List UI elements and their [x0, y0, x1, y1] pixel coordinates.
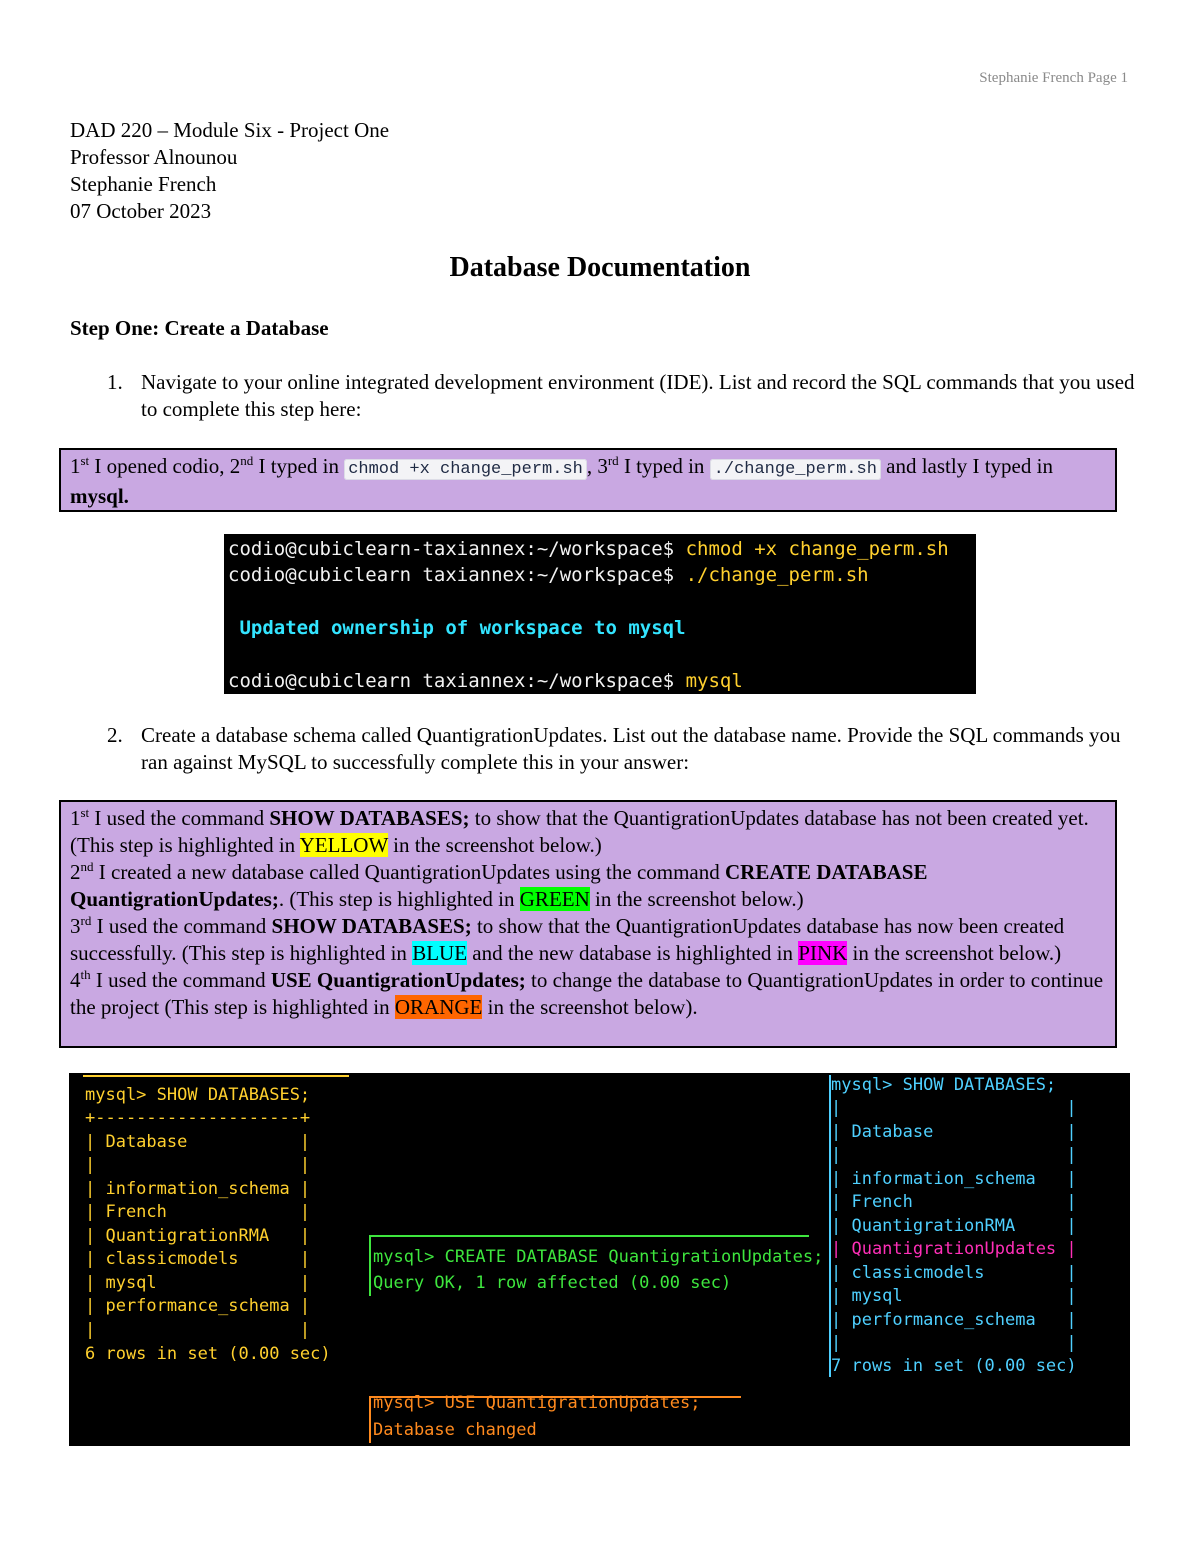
- terminal-line: [228, 564, 869, 586]
- list-item-text: Navigate to your online integrated development environment (IDE). List and record the SQL commands that you used to complete this step here:: [141, 370, 1135, 421]
- answer-text: I used the command: [91, 914, 272, 938]
- ordinal-suffix: st: [80, 453, 90, 468]
- course-line: DAD 220 – Module Six - Project One: [70, 118, 390, 142]
- answer-text: in the screenshot below.): [387, 833, 602, 857]
- list-item-2: [107, 722, 1137, 776]
- terminal-line-new-database: | QuantigrationUpdates |: [831, 1239, 1077, 1259]
- highlight-yellow: YELLOW: [299, 833, 388, 857]
- answer-text: in the screenshot below.): [847, 941, 1062, 965]
- author-line: Stephanie French: [70, 172, 217, 196]
- terminal-line: | performance_schema |: [85, 1296, 311, 1316]
- page-header: Stephanie French Page 1: [979, 70, 1128, 86]
- answer-text: I typed in: [253, 454, 345, 478]
- answer-text: in the screenshot below.): [589, 887, 804, 911]
- terminal-line: 7 rows in set (0.00 sec): [831, 1356, 1077, 1376]
- terminal-line: mysql> SHOW DATABASES;: [831, 1075, 1057, 1095]
- answer-text: I used the command: [89, 806, 270, 830]
- terminal-line: mysql> USE QuantigrationUpdates;: [373, 1393, 701, 1413]
- ordinal: 1: [70, 806, 81, 830]
- terminal-line: | |: [831, 1333, 1077, 1353]
- answer-text: to show that the QuantigrationUpdates database has now been created successfully. (This step is highlighted in: [70, 914, 1065, 965]
- ordinal: 2: [70, 860, 81, 884]
- terminal-line: | French |: [85, 1202, 311, 1222]
- terminal-line: | mysql |: [831, 1286, 1077, 1306]
- answer-box-2: [59, 800, 1117, 1048]
- highlight-pink: PINK: [798, 941, 848, 965]
- list-item-number: 1.: [107, 370, 123, 394]
- terminal-line: | French |: [831, 1192, 1077, 1212]
- terminal-line: | information_schema |: [85, 1179, 311, 1199]
- answer-text: in the screenshot below).: [482, 995, 698, 1019]
- inline-code: chmod +x change_perm.sh: [344, 459, 587, 480]
- list-item-number: 2.: [107, 723, 123, 747]
- terminal-screenshot-1: [224, 534, 976, 694]
- answer-box-1: [59, 448, 1117, 512]
- step-one-heading: Step One: Create a Database: [70, 316, 329, 340]
- terminal-line: | mysql |: [85, 1273, 311, 1293]
- terminal-command: mysql: [685, 670, 743, 692]
- terminal-line: | classicmodels |: [85, 1249, 311, 1269]
- ordinal-suffix: rd: [80, 913, 92, 928]
- ordinal-suffix: th: [80, 967, 91, 982]
- terminal-output: Updated ownership of workspace to mysql: [228, 617, 686, 639]
- professor-line: Professor Alnounou: [70, 145, 238, 169]
- ordinal-suffix: rd: [607, 453, 619, 468]
- yellow-rule: [83, 1075, 349, 1077]
- terminal-line: | classicmodels |: [831, 1263, 1077, 1283]
- green-edge: [369, 1236, 371, 1296]
- terminal-prompt: codio@cubiclearn-taxiannex:~/workspace$: [228, 538, 686, 560]
- terminal-line: | QuantigrationRMA |: [85, 1226, 311, 1246]
- terminal-line: +--------------------+: [85, 1108, 311, 1128]
- ordinal-suffix: st: [80, 805, 90, 820]
- document-title: Database Documentation: [449, 252, 751, 283]
- bold-command: SHOW DATABASES;: [271, 914, 472, 938]
- ordinal: 4: [70, 968, 81, 992]
- highlight-orange: ORANGE: [394, 995, 483, 1019]
- terminal-line: mysql> SHOW DATABASES;: [85, 1085, 311, 1105]
- highlight-blue: BLUE: [412, 941, 468, 965]
- terminal-line: mysql> CREATE DATABASE QuantigrationUpdates;: [373, 1247, 824, 1267]
- answer-text: I created a new database called QuantigrationUpdates using the command: [93, 860, 726, 884]
- terminal-prompt: codio@cubiclearn taxiannex:~/workspace$: [228, 670, 686, 692]
- answer-text: and the new database is highlighted in: [467, 941, 799, 965]
- terminal-line: [228, 538, 949, 560]
- answer-text: I typed in: [618, 454, 710, 478]
- terminal-line: | performance_schema |: [831, 1310, 1077, 1330]
- terminal-line: | |: [85, 1155, 311, 1175]
- bold-command: CREATE DATABASE QuantigrationUpdates;: [70, 860, 928, 911]
- bold-command: USE QuantigrationUpdates;: [270, 968, 526, 992]
- terminal-line: | QuantigrationRMA |: [831, 1216, 1077, 1236]
- terminal-line: | |: [831, 1145, 1077, 1165]
- answer-text: , 3: [586, 454, 608, 478]
- highlight-green: GREEN: [519, 887, 590, 911]
- terminal-line: | |: [831, 1098, 1077, 1118]
- terminal-prompt: codio@cubiclearn taxiannex:~/workspace$: [228, 564, 686, 586]
- terminal-line: | Database |: [831, 1122, 1077, 1142]
- list-item-text: Create a database schema called QuantigrationUpdates. List out the database name. Provide the SQL commands you ran against MySQL to successfully complete this in your answer:: [141, 723, 1121, 774]
- ordinal-suffix: nd: [240, 453, 254, 468]
- terminal-command: chmod +x change_perm.sh: [685, 538, 949, 560]
- ordinal: 3: [70, 914, 81, 938]
- ordinal-suffix: nd: [80, 859, 94, 874]
- orange-edge: [369, 1397, 371, 1443]
- answer-text: to show that the QuantigrationUpdates database has not been created yet. (This step is highlighted in: [70, 806, 1089, 857]
- answer-text: I opened codio, 2: [89, 454, 241, 478]
- terminal-line: 6 rows in set (0.00 sec): [85, 1344, 331, 1364]
- bold-command: mysql.: [70, 484, 129, 508]
- green-rule: [369, 1235, 809, 1237]
- bold-command: SHOW DATABASES;: [269, 806, 470, 830]
- terminal-line: Database changed: [373, 1420, 537, 1440]
- document-meta: [70, 117, 389, 225]
- answer-text: and lastly I typed in: [880, 454, 1053, 478]
- terminal-line: Query OK, 1 row affected (0.00 sec): [373, 1273, 732, 1293]
- date-line: 07 October 2023: [70, 199, 212, 223]
- terminal-command: ./change_perm.sh: [685, 564, 869, 586]
- terminal-screenshot-2: [69, 1073, 1130, 1446]
- inline-code: ./change_perm.sh: [710, 459, 881, 480]
- terminal-line: | |: [85, 1320, 311, 1340]
- list-item-1: [107, 369, 1137, 423]
- terminal-line: | information_schema |: [831, 1169, 1077, 1189]
- answer-text: I used the command: [90, 968, 271, 992]
- terminal-line: | Database |: [85, 1132, 311, 1152]
- ordinal: 1: [70, 454, 81, 478]
- answer-text: to change the database to QuantigrationUpdates in order to continue the project (This step is highlighted in: [70, 968, 1104, 1019]
- terminal-line: [228, 670, 743, 692]
- answer-text: . (This step is highlighted in: [278, 887, 520, 911]
